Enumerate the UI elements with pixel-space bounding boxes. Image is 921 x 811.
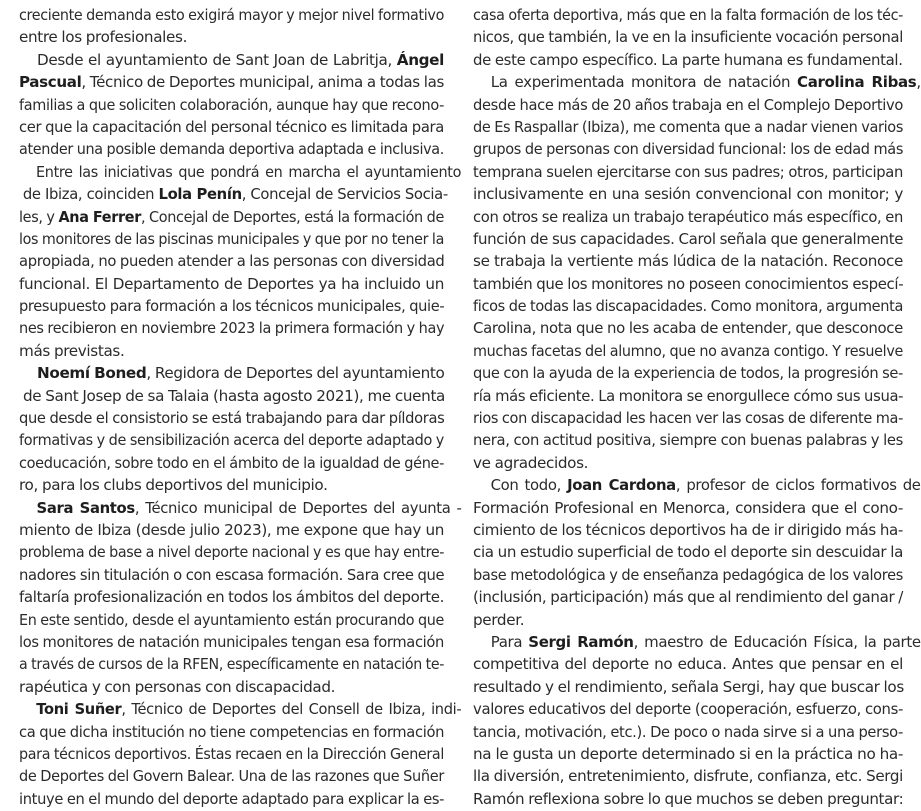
text-run: problema de base a nivel deporte nacional y es que hay entre- — [19, 543, 445, 562]
text-run: , Técnico de Deportes municipal, anima a todas las — [81, 73, 445, 92]
text-line — [19, 564, 444, 586]
text-run: desde hace más de 20 años trabaja en el Complejo Deportivo — [473, 95, 903, 114]
paragraph-first-line — [19, 362, 444, 384]
text-line — [473, 295, 903, 317]
text-run: ve agradecidos. — [473, 453, 589, 472]
text-run: también que los monitores no poseen conocimientos especí- — [473, 274, 904, 293]
text-run: más previstas. — [19, 341, 125, 360]
text-line — [473, 743, 903, 765]
text-run: casa oferta deportiva, más que en la falta formación de los téc- — [473, 6, 904, 24]
text-line — [473, 250, 903, 272]
text-line — [473, 161, 903, 183]
text-line — [19, 71, 444, 93]
text-run: Entre las iniciativas que pondrá en marcha el ayuntamiento — [36, 162, 462, 181]
text-line — [19, 429, 444, 451]
text-line — [19, 26, 444, 48]
text-line — [19, 273, 444, 295]
text-run: cimiento de los técnicos deportivos ha de ir dirigido más ha- — [473, 520, 903, 539]
text-run: entre los profesionales. — [19, 28, 188, 47]
text-line — [19, 138, 444, 160]
text-run: Formación Profesional en Menorca, considera que el cono- — [473, 498, 903, 517]
text-line — [473, 765, 903, 787]
text-line — [473, 206, 903, 228]
text-run: , Regidora de Deportes del ayuntamiento — [146, 364, 445, 383]
text-run: de Sant Josep de sa Talaia (hasta agosto 2021), me cuenta — [23, 386, 446, 405]
text-run: , maestro de Educación Física, la parte — [633, 632, 921, 651]
text-line — [473, 519, 903, 541]
text-line — [473, 362, 903, 384]
text-line — [19, 206, 444, 228]
person-name: Lola Penín — [158, 185, 242, 204]
person-name: Noemí Boned — [37, 364, 147, 383]
text-run: nadores sin titulación o con escasa formación. Sara cree que — [19, 565, 445, 584]
text-line — [473, 340, 903, 362]
text-line — [19, 452, 444, 474]
text-run: se trabaja la vertiente más lúdica de la natación. Reconoce — [473, 252, 903, 271]
text-line — [19, 519, 444, 541]
paragraph-first-line — [19, 497, 462, 519]
text-run: ca que dicha institución no tiene competencias en formación — [19, 722, 445, 741]
text-run: rapéutica y con personas con discapacidad. — [19, 677, 336, 696]
text-run: ría más eficiente. La monitora se enorgullece cómo sus usua- — [473, 386, 904, 405]
text-line — [473, 676, 903, 698]
text-line — [473, 138, 903, 160]
text-line — [19, 653, 444, 675]
paragraph-first-line — [473, 71, 921, 93]
paragraph-first-line — [473, 474, 921, 496]
text-run: , profesor de ciclos formativos de — [675, 476, 921, 495]
text-run: los monitores de las piscinas municipales y que por no tener la — [19, 229, 444, 248]
text-run: de Ibiza, coinciden — [22, 185, 159, 204]
text-line — [473, 721, 903, 743]
text-run: valores educativos del deporte (cooperación, esfuerzo, cons- — [473, 700, 903, 719]
text-run: de Es Raspallar (Ibiza), me comenta que a nadar vienen varios — [473, 117, 904, 136]
text-line — [473, 228, 903, 250]
text-run: para técnicos deportivos. Éstas recaen en la Dirección General — [19, 744, 444, 763]
text-run: de este campo específico. La parte humana es fundamental. — [473, 50, 903, 69]
text-run: atender una posible demanda deportiva adaptada e inclusiva. — [19, 140, 444, 159]
text-line — [473, 609, 903, 631]
text-line — [473, 788, 903, 810]
text-line — [473, 385, 903, 407]
text-line — [19, 609, 444, 631]
text-run: (inclusión, participación) más que al rendimiento del ganar / — [473, 588, 903, 607]
text-run: competitiva del deporte no educa. Antes que pensar en el — [473, 655, 903, 674]
text-line — [473, 4, 903, 26]
text-line — [19, 4, 444, 26]
text-line — [19, 586, 444, 608]
text-line — [19, 250, 444, 272]
text-line — [473, 49, 903, 71]
text-line — [19, 94, 444, 116]
text-run: creciente demanda esto exigirá mayor y mejor nivel formativo — [19, 6, 444, 24]
text-run: lla diversión, entretenimiento, disfrute, confianza, etc. Sergi — [473, 767, 903, 786]
text-line — [19, 340, 444, 362]
paragraph-first-line — [19, 698, 461, 720]
text-line — [19, 541, 444, 563]
text-line — [19, 721, 444, 743]
text-run: que desde el consistorio se está trabajando para dar píldoras — [19, 409, 445, 428]
text-line — [19, 317, 444, 339]
text-line — [19, 474, 444, 496]
text-run: , — [916, 73, 921, 92]
person-name: Sara Santos — [36, 498, 135, 517]
text-line — [473, 116, 903, 138]
text-run: función de sus capacidades. Carol señala que generalmente — [473, 229, 904, 248]
person-name: Ángel — [396, 50, 444, 69]
text-run: perder. — [473, 610, 525, 629]
text-run: inclusivamente en una sesión convencional con monitor; y — [473, 185, 903, 204]
person-name: Sergi Ramón — [528, 632, 634, 651]
text-column-right — [473, 4, 921, 810]
text-run: ro, para los clubs deportivos del municipio. — [19, 476, 328, 495]
text-line — [473, 273, 903, 295]
text-line — [19, 183, 448, 205]
text-run: temprana suelen ejercitarse con sus padres; otros, participan — [473, 162, 903, 181]
text-run: na le gusta un deporte determinado si en la práctica no ha- — [473, 744, 903, 763]
text-line — [19, 765, 444, 787]
text-run: Con todo, — [490, 476, 568, 495]
text-line — [19, 788, 444, 810]
text-column-left — [19, 4, 462, 810]
text-run: miento de Ibiza (desde julio 2023), me expone que hay un — [19, 520, 444, 539]
text-line — [19, 295, 444, 317]
text-run: muchas facetas del alumno, que no avanza contigo. Y resuelve — [473, 341, 903, 360]
text-line — [19, 407, 444, 429]
text-run: tancia, motivación, etc.). De poco o nada sirve si a una perso- — [473, 722, 903, 741]
text-line — [473, 452, 903, 474]
text-run: resultado y el rendimiento, señala Sergi, hay que buscar los — [473, 677, 904, 696]
text-run: coeducación, sobre todo en el ámbito de la igualdad de géne- — [19, 453, 445, 472]
text-run: familias a que soliciten colaboración, aunque hay que recono- — [19, 95, 444, 114]
text-run: nicos, que también, la ve en la insuficiente vocación personal — [473, 28, 903, 47]
text-run: grupos de personas con diversidad funcional: los de edad más — [473, 140, 904, 159]
person-name: Toni Suñer — [36, 700, 122, 719]
text-line — [473, 698, 903, 720]
text-run: apropiada, no pueden atender a las personas con diversidad — [19, 252, 445, 271]
text-line — [19, 743, 444, 765]
text-line — [473, 564, 903, 586]
text-line — [473, 429, 903, 451]
text-run: rios con discapacidad les hacen ver las cosas de diferente ma- — [473, 409, 903, 428]
person-name: Joan Cardona — [567, 476, 676, 495]
text-line — [473, 183, 903, 205]
text-line — [473, 94, 903, 116]
text-line — [19, 228, 444, 250]
text-run: los monitores de natación municipales tengan esa formación — [19, 632, 444, 651]
text-run: cer que la capacitación del personal técnico es limitada para — [19, 117, 444, 136]
text-line — [473, 541, 903, 563]
text-run: , Técnico de Deportes del Consell de Ibiza, indi- — [121, 700, 462, 719]
text-run: , Técnico municipal de Deportes del ayunta - — [134, 498, 462, 517]
paragraph-first-line — [19, 49, 444, 71]
text-run: nes recibieron en noviembre 2023 la primera formación y hay — [19, 319, 445, 338]
text-run: intuye en el mundo del deporte adaptado para explicar la es- — [19, 789, 445, 808]
text-run: con otros se realiza un trabajo terapéutico más específico, en — [473, 207, 903, 226]
paragraph-first-line — [19, 161, 461, 183]
text-line — [19, 631, 444, 653]
person-name: Pascual — [19, 73, 82, 92]
text-run: de Deportes del Govern Balear. Una de las razones que Suñer — [19, 767, 444, 786]
text-run: Ramón reflexiona sobre lo que muchos se deben preguntar: — [473, 789, 904, 808]
text-run: a través de cursos de la RFEN, específicamente en natación te- — [19, 655, 445, 674]
person-name: Ana Ferrer — [58, 207, 141, 226]
text-line — [473, 317, 903, 339]
text-run: Carolina, nota que no les acaba de entender, que desconoce — [473, 319, 903, 338]
text-run: ficos de todas las discapacidades. Como monitora, argumenta — [473, 297, 904, 316]
text-run: En este sentido, desde el ayuntamiento están procurando que — [19, 610, 444, 629]
text-run: que con la ayuda de la experiencia de todos, la progresión se- — [473, 364, 904, 383]
text-run: presupuesto para formación a los técnicos municipales, quie- — [19, 297, 445, 316]
text-run: La experimentada monitora de natación — [490, 73, 798, 92]
text-run: funcional. El Departamento de Deportes ya ha incluido un — [19, 274, 444, 293]
text-line — [473, 586, 903, 608]
text-run: faltaría profesionalización en todos los ámbitos del deporte. — [19, 588, 445, 607]
text-run: base metodológica y de enseñanza pedagógica de los valores — [473, 565, 903, 584]
text-line — [473, 407, 903, 429]
text-line — [473, 653, 903, 675]
text-run: cia un estudio superficial de todo el deporte sin descuidar la — [473, 543, 903, 562]
text-run: les, y — [19, 207, 59, 226]
paragraph-first-line — [473, 631, 921, 653]
text-run: nera, con actitud positiva, siempre con buenas palabras y les — [473, 431, 903, 450]
text-line — [473, 26, 903, 48]
text-run: , Concejal de Deportes, está la formación de — [140, 207, 445, 226]
person-name: Carolina Ribas — [797, 73, 917, 92]
text-run: formativas y de sensibilización acerca del deporte adaptado y — [19, 431, 444, 450]
text-line — [19, 385, 444, 407]
text-line — [19, 676, 444, 698]
text-line — [473, 497, 903, 519]
text-run: , Concejal de Servicios Socia- — [241, 185, 448, 204]
text-line — [19, 116, 444, 138]
text-run: Para — [490, 632, 529, 651]
text-run: Desde el ayuntamiento de Sant Joan de Labritja, — [37, 50, 397, 69]
